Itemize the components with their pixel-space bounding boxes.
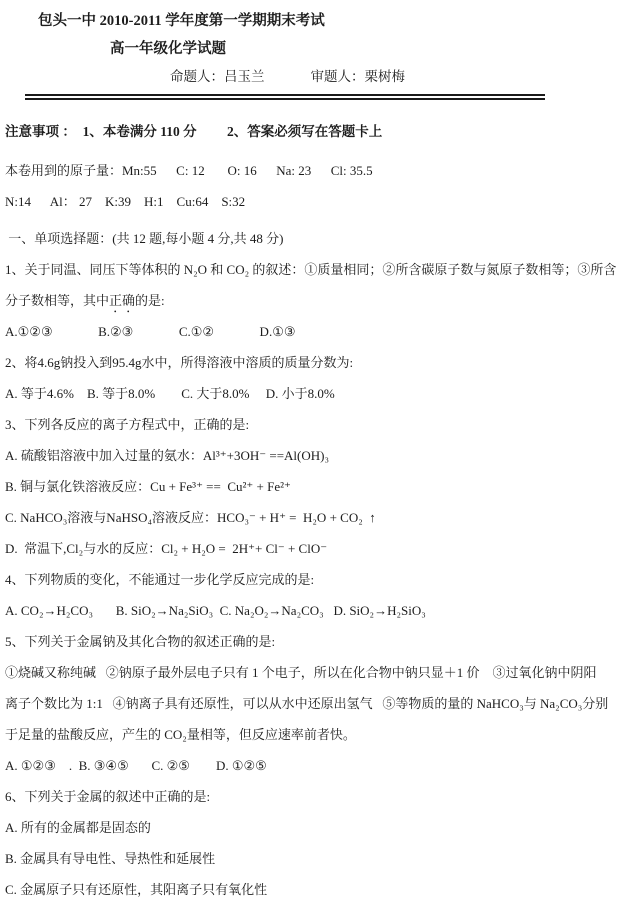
exam-title: 包头一中 2010-2011 学年度第一学期期末考试: [38, 13, 325, 29]
question-3-option-d: D. 常温下,Cl₂与水的反应：Cl₂ + H₂O = 2H⁺+ Cl⁻ + ClO⁻: [5, 541, 328, 556]
question-2-stem: 2、将4.6g钠投入到95.4g水中，所得溶液中溶质的质量分数为:: [5, 355, 354, 370]
question-3-option-b: B. 铜与氯化铁溶液反应：Cu + Fe³⁺ == Cu²⁺ + Fe²⁺: [5, 479, 291, 494]
paper-subtitle: 高一年级化学试题: [110, 41, 226, 57]
question-6-option-a: A. 所有的金属都是固态的: [5, 820, 151, 835]
question-5-stem: 5、下列关于金属钠及其化合物的叙述正确的是:: [5, 634, 276, 649]
byline: [0, 58, 643, 85]
question-6-stem: 6、下列关于金属的叙述中正确的是:: [5, 789, 211, 804]
question-1-stem-emphasis: 正确: [109, 293, 136, 308]
question-5-options: A. ①②③ . B. ③④⑤ C. ②⑤ D. ①②⑤: [5, 758, 267, 773]
reviewer-name: 审题人：栗树梅: [310, 69, 405, 84]
atomic-masses-line-1: 本卷用到的原子量：Mn:55 C: 12 O: 16 Na: 23 Cl: 35.5: [5, 163, 373, 178]
paper-body: [0, 116, 643, 905]
question-4-options: A. CO₂→H₂CO₃ B. SiO₂→Na₂SiO₃ C. Na₂O₂→Na₂CO₃ D. SiO₂→H₂SiO₃: [5, 603, 426, 618]
question-1-stem-pre: 分子数相等，其中: [5, 293, 110, 308]
atomic-masses: [5, 155, 643, 217]
question-1-options: A.①②③ B.②③ C.①② D.①③: [5, 324, 296, 339]
question-1: [5, 254, 643, 347]
question-5-body-line-1: ①烧碱又称纯碱 ②钠原子最外层电子只有 1 个电子，所以在化合物中钠只显＋1 价 ③过氧化钠中阴阳: [5, 665, 597, 680]
header-divider: [25, 94, 545, 100]
question-4: [5, 564, 643, 626]
question-3-option-a: A. 硫酸铝溶液中加入过量的氨水：Al³⁺+3OH⁻ ==Al(OH)₃: [5, 448, 329, 463]
question-3-stem: 3、下列各反应的离子方程式中，正确的是:: [5, 417, 250, 432]
section-header: 一、单项选择题：(共 12 题,每小题 4 分,共 48 分): [5, 231, 284, 246]
question-2-options: A. 等于4.6% B. 等于8.0% C. 大于8.0% D. 小于8.0%: [5, 386, 335, 401]
question-5: [5, 626, 643, 781]
question-2: [5, 347, 643, 409]
question-1-stem-post: 的是:: [135, 293, 165, 308]
question-3-option-c: C. NaHCO₃溶液与NaHSO₄溶液反应：HCO₃⁻ + H⁺ = H₂O + CO₂ ↑: [5, 510, 376, 525]
question-6: [5, 781, 643, 905]
notice-line: 注意事项 ： 1、本卷满分 110 分 2、答案必须写在答题卡上: [5, 124, 383, 139]
question-6-option-c: C. 金属原子只有还原性，其阳离子只有氧化性: [5, 882, 268, 897]
paper-header: [0, 0, 643, 100]
setter-name: 命题人：吕玉兰: [170, 69, 265, 84]
question-5-body-line-2: 离子个数比为 1:1 ④钠离子具有还原性，可以从水中还原出氢气 ⑤等物质的量的 NaHCO₃与 Na₂CO₃分别: [5, 696, 609, 711]
question-5-body-line-3: 于足量的盐酸反应，产生的 CO₂量相等，但反应速率前者快。: [5, 727, 356, 742]
atomic-masses-line-2: N:14 Al： 27 K:39 H:1 Cu:64 S:32: [5, 194, 246, 209]
question-3: [5, 409, 643, 564]
question-1-stem-line-1: 1、关于同温、同压下等体积的 N₂O 和 CO₂ 的叙述：①质量相同；②所含碳原子数与氮原子数相等；③所含: [5, 262, 617, 277]
question-6-option-b: B. 金属具有导电性、导热性和延展性: [5, 851, 216, 866]
question-4-stem: 4、下列物质的变化，不能通过一步化学反应完成的是:: [5, 572, 315, 587]
question-1-stem-line-2: [5, 285, 643, 316]
